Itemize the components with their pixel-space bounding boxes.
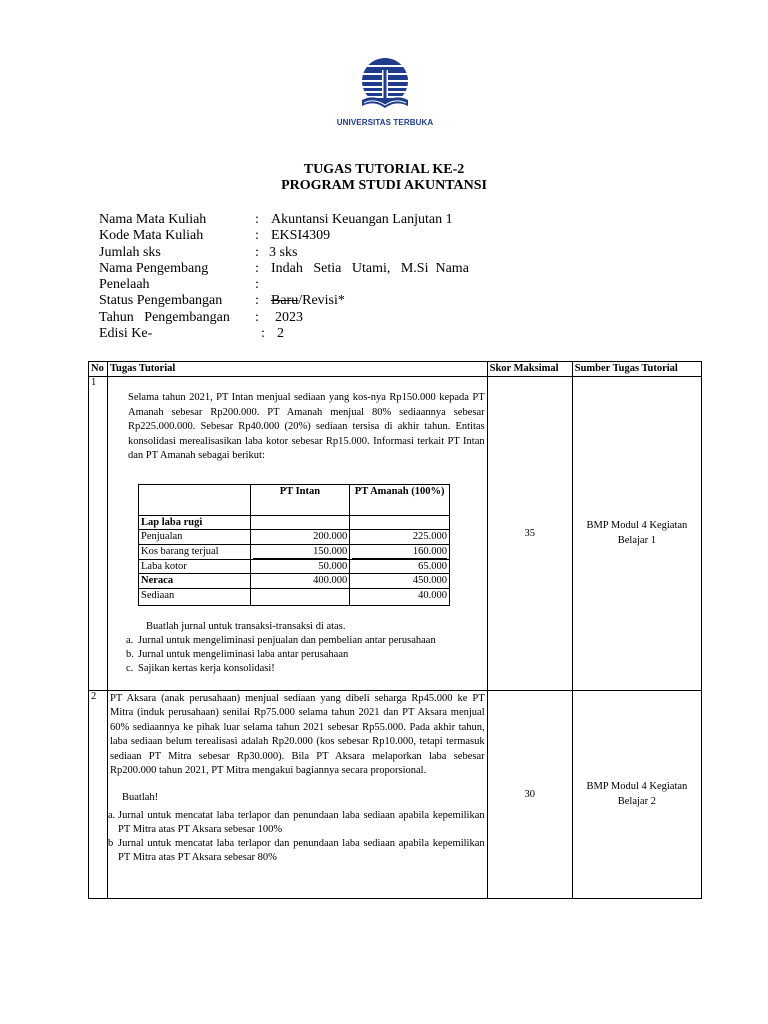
financial-header-blank: [139, 484, 251, 515]
meta-colon: :: [255, 260, 259, 276]
logo-text: UNIVERSITAS TERBUKA: [336, 118, 434, 127]
financial-row: [139, 588, 450, 605]
meta-label: Edisi Ke-: [99, 326, 153, 342]
meta-colon: :: [255, 244, 259, 260]
financial-value-intan: [250, 515, 350, 530]
status-new-struck: Baru: [271, 293, 299, 309]
financial-label: Sediaan: [139, 588, 251, 605]
meta-value: 3 sks: [269, 244, 298, 260]
meta-value: EKSI4309: [271, 228, 331, 244]
max-score: 30: [487, 690, 572, 898]
list-marker: a.: [126, 634, 134, 646]
list-text: Jurnal untuk mengeliminasi laba antar perusahaan: [138, 648, 349, 660]
financial-header-row: [139, 484, 450, 515]
meta-colon: :: [255, 212, 259, 227]
max-score: 35: [487, 377, 572, 691]
meta-label: Status Pengembangan: [99, 293, 223, 309]
row-number: 1: [89, 377, 108, 691]
university-logo: [332, 56, 438, 132]
financial-row: [139, 530, 450, 545]
financial-value-amanah: [350, 544, 450, 559]
header-skor: Skor Maksimal: [487, 362, 572, 377]
meta-value: 2023: [275, 309, 303, 325]
tutorial-task-table: [88, 361, 702, 899]
financial-value-amanah-text: 160.000: [352, 545, 447, 559]
list-marker: b.: [126, 648, 134, 660]
financial-value-amanah: 65.000: [350, 559, 450, 574]
meta-value: Akuntansi Keuangan Lanjutan 1: [271, 212, 453, 227]
task-list: [108, 809, 485, 865]
table-header-row: [89, 362, 702, 377]
financial-value-intan: 200.000: [250, 530, 350, 545]
financial-label: Neraca: [139, 574, 251, 589]
financial-value-amanah: [350, 515, 450, 530]
university-emblem-icon: [358, 56, 412, 114]
meta-value: [271, 293, 345, 309]
meta-colon: :: [261, 326, 265, 342]
list-item: [126, 634, 485, 648]
row-number: 2: [89, 690, 108, 898]
financial-row: [139, 574, 450, 589]
header-tugas: Tugas Tutorial: [108, 362, 488, 377]
list-marker: a.: [108, 809, 116, 821]
financial-value-amanah: 40.000: [350, 588, 450, 605]
meta-label: Nama Mata Kuliah: [99, 212, 207, 227]
financial-value-intan-text: 150.000: [253, 545, 348, 559]
header-no: No: [89, 362, 108, 377]
meta-colon: :: [255, 228, 259, 244]
financial-header-intan: PT Intan: [250, 484, 350, 515]
meta-value: Indah Setia Utami, M.Si Nama: [271, 260, 469, 276]
financial-row: [139, 544, 450, 559]
task-source: BMP Modul 4 Kegiatan Belajar 2: [572, 690, 701, 898]
list-text: Sajikan kertas kerja konsolidasi!: [138, 662, 275, 674]
financial-label: Laba kotor: [139, 559, 251, 574]
header-sumber: Sumber Tugas Tutorial: [572, 362, 701, 377]
financial-value-amanah: 450.000: [350, 574, 450, 589]
list-marker: c.: [126, 662, 134, 674]
list-item: [126, 648, 485, 662]
financial-label: Kos barang terjual: [139, 544, 251, 559]
task-source: BMP Modul 4 Kegiatan Belajar 1: [572, 377, 701, 691]
task-text: PT Aksara (anak perusahaan) menjual sediaan yang dibeli seharga Rp45.000 ke PT Mitra (induk perusahaan) senilai Rp75.000 selama tahun 2021 dan PT Aksara menjual 60% sediaannya ke pihak luar selama tahun 2021 sebesar Rp55.000. Pada akhir tahun, laba sediaan belum terealisasi adalah Rp20.000 (kos sebesar Rp10.000, tetapi termasuk sediaan PT Mitra sebesar Rp30.000). Bila PT Aksara melaporkan laba sebesar Rp200.000 tahun 2021, PT Mitra mengakui bagiannya secara proporsional.: [110, 692, 485, 776]
table-row: [89, 690, 702, 898]
table-row: [89, 377, 702, 691]
list-text: Jurnal untuk mencatat laba terlapor dan penundaan laba sediaan apabila kepemilikan PT Mitra atas PT Aksara sebesar 100%: [118, 809, 485, 835]
financial-value-amanah: 225.000: [350, 530, 450, 545]
list-text: Jurnal untuk mengeliminasi penjualan dan pembelian antar perusahaan: [138, 634, 436, 646]
meta-colon: :: [255, 277, 259, 293]
status-revision: /Revisi*: [298, 293, 345, 309]
financial-value-intan: 400.000: [250, 574, 350, 589]
task-list: [126, 634, 485, 676]
financial-table: [138, 484, 450, 606]
page-subtitle: PROGRAM STUDI AKUNTANSI: [281, 178, 487, 193]
list-item: [108, 837, 485, 865]
meta-value: 2: [277, 326, 284, 342]
task-cell: [108, 377, 488, 691]
task-text: Selama tahun 2021, PT Intan menjual sediaan yang kos-nya Rp150.000 kepada PT Amanah sebesar Rp200.000. PT Amanah menjual 80% sediaannya sebesar Rp225.000.000. Sebesar Rp40.000 (20%) sediaan tersisa di akhir tahun. Entitas konsolidasi merealisasikan laba kotor sebesar Rp15.000. Informasi terkait PT Intan dan PT Amanah sebagai berikut:: [128, 392, 485, 461]
page-title: TUGAS TUTORIAL KE-2: [303, 162, 465, 177]
meta-label: Kode Mata Kuliah: [99, 228, 204, 244]
task-instruction: Buatlah jurnal untuk transaksi-transaksi di atas.: [146, 620, 346, 632]
meta-label: Penelaah: [99, 277, 150, 293]
financial-label: Lap laba rugi: [139, 515, 251, 530]
meta-label: Nama Pengembang: [99, 260, 209, 276]
meta-label: Tahun Pengembangan: [99, 309, 230, 325]
meta-label: Jumlah sks: [99, 244, 161, 260]
list-item: [126, 662, 485, 676]
list-item: [108, 809, 485, 837]
financial-row: [139, 559, 450, 574]
financial-value-intan: [250, 588, 350, 605]
task-cell: [108, 690, 488, 898]
financial-header-amanah: PT Amanah (100%): [350, 484, 450, 515]
meta-colon: :: [255, 293, 259, 309]
financial-label: Penjualan: [139, 530, 251, 545]
financial-value-intan: 50.000: [250, 559, 350, 574]
list-marker: b: [108, 837, 114, 849]
list-text: Jurnal untuk mencatat laba terlapor dan penundaan laba sediaan apabila kepemilikan PT Mitra atas PT Aksara sebesar 80%: [118, 837, 485, 863]
financial-row: [139, 515, 450, 530]
meta-colon: :: [255, 309, 259, 325]
task-instruction: Buatlah!: [122, 791, 159, 803]
financial-value-intan: [250, 544, 350, 559]
